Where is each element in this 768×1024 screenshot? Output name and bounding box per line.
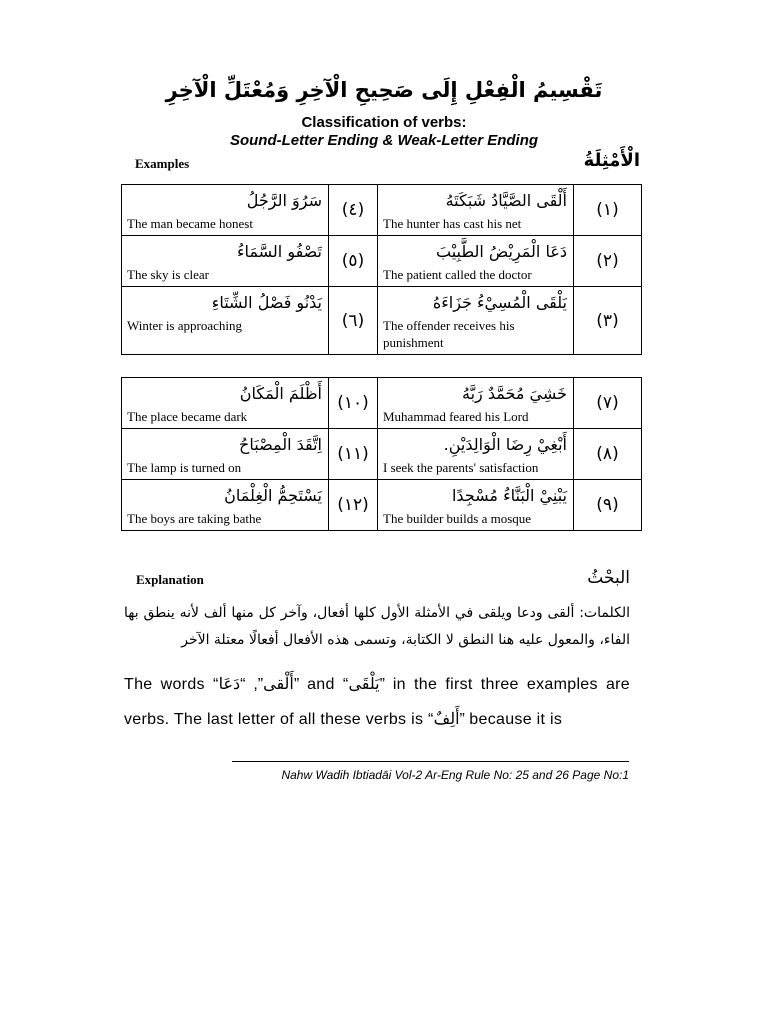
- page-title-arabic: تَقْسِيمُ الْفِعْلِ إِلَى صَحِيحِ الْآخِرِ وَمُعْتَلِّ الْآخِرِ: [165, 78, 603, 102]
- example-cell: [378, 429, 574, 480]
- example-translation: The offender receives his punishment: [383, 318, 515, 350]
- example-arabic: يَسْتَحِمُّ الْغِلْمَانُ: [224, 486, 322, 505]
- example-translation: The sky is clear: [127, 267, 209, 282]
- explanation-heading: Explanation: [136, 572, 204, 587]
- example-arabic: أَلْقَى الصَّيَّادُ شَبَكَتَهُ: [445, 191, 567, 210]
- example-number: (٥): [341, 251, 365, 271]
- example-number-cell: [329, 287, 378, 355]
- example-number-cell: [329, 429, 378, 480]
- examples-heading: Examples: [135, 156, 190, 171]
- example-cell: [378, 236, 574, 287]
- example-number-cell: [329, 378, 378, 429]
- example-number-cell: [329, 480, 378, 531]
- example-number-cell: [574, 429, 642, 480]
- example-translation: Muhammad feared his Lord: [383, 409, 529, 424]
- example-number: (١٠): [337, 393, 369, 413]
- table-row: [122, 287, 642, 355]
- example-number: (١١): [337, 444, 369, 464]
- example-arabic: يَلْقَى الْمُسِيْءُ جَزَاءَهُ: [432, 293, 567, 312]
- example-number: (٢): [596, 251, 619, 271]
- example-arabic: أَبْغِيْ رِضَا الْوَالِدَيْنِ.: [443, 435, 567, 454]
- example-translation: The lamp is turned on: [127, 460, 242, 475]
- table-row: [122, 378, 642, 429]
- example-cell: [122, 287, 329, 355]
- example-cell: [122, 480, 329, 531]
- example-cell: [122, 185, 329, 236]
- example-arabic: أَظْلَمَ الْمَكَانُ: [239, 384, 322, 403]
- examples-table-2: [121, 377, 642, 531]
- example-arabic: خَشِيَ مُحَمَّدٌ رَبَّهُ: [462, 384, 567, 403]
- example-arabic: تَصْفُو السَّمَاءُ: [236, 242, 322, 261]
- example-cell: [378, 185, 574, 236]
- page-footer: Nahw Wadih Ibtiadāi Vol-2 Ar-Eng Rule No: 25 and 26 Page No:1: [281, 768, 629, 782]
- example-cell: [378, 480, 574, 531]
- example-cell: [122, 236, 329, 287]
- example-translation: The boys are taking bathe: [127, 511, 262, 526]
- table-row: [122, 185, 642, 236]
- table-row: [122, 429, 642, 480]
- example-translation: Winter is approaching: [127, 318, 242, 333]
- explanation-heading-arabic: البحْثُ: [587, 568, 630, 588]
- footer-divider: [232, 761, 629, 762]
- table-row: [122, 236, 642, 287]
- example-arabic: سَرُوَ الرَّجُلُ: [246, 191, 322, 210]
- example-number: (١): [596, 200, 619, 220]
- explanation-paragraph-arabic: الكلمات: ألقى ودعا ويلقى في الأمثلة الأول كلها أفعال، وآخر كل منها ألف لأنه ينطق بها الفاء، والمعول عليه هنا النطق لا الكتابة، وتسمى هذه الأفعال أفعالًا معتلة الآخر: [124, 605, 630, 648]
- explanation-paragraph-english: The words “أَلْقى”, “دَعَا” and “يَلْقَى” in the first three examples are verbs. The last letter of all these verbs is “أَلِفٌ” because it is: [124, 676, 630, 728]
- example-translation: The hunter has cast his net: [383, 216, 522, 231]
- example-number: (١٢): [337, 495, 369, 515]
- example-translation: I seek the parents' satisfaction: [383, 460, 539, 475]
- examples-table-1: [121, 184, 642, 355]
- page-title-english-line2: Sound-Letter Ending & Weak-Letter Ending: [229, 132, 539, 149]
- example-number-cell: [329, 185, 378, 236]
- page-title-english-line1: Classification of verbs:: [301, 114, 467, 131]
- example-cell: [122, 378, 329, 429]
- table-row: [122, 480, 642, 531]
- example-number-cell: [574, 236, 642, 287]
- example-number: (٩): [596, 495, 619, 515]
- example-number-cell: [574, 378, 642, 429]
- example-arabic: اِتَّقَدَ الْمِصْبَاحُ: [239, 435, 322, 454]
- examples-heading-arabic: الْأَمْثِلَةُ: [583, 150, 640, 171]
- example-number-cell: [574, 480, 642, 531]
- example-arabic: يَبْنِيْ الْبَنَّاءُ مُسْجِدًا: [451, 486, 567, 505]
- example-number: (٤): [341, 200, 365, 220]
- example-number: (٦): [341, 310, 365, 331]
- example-number-cell: [574, 287, 642, 355]
- example-arabic: يَدْنُو فَصْلُ الشِّتَاءِ: [211, 293, 322, 312]
- example-translation: The patient called the doctor: [383, 267, 532, 282]
- example-arabic: دَعَا الْمَرِيْضُ الطَّبِيْبَ: [436, 242, 567, 261]
- example-number-cell: [329, 236, 378, 287]
- example-translation: The man became honest: [127, 216, 253, 231]
- example-number-cell: [574, 185, 642, 236]
- example-translation: The builder builds a mosque: [383, 511, 532, 526]
- example-number: (٨): [596, 444, 619, 464]
- example-cell: [122, 429, 329, 480]
- example-number: (٧): [596, 393, 619, 413]
- example-cell: [378, 378, 574, 429]
- example-cell: [378, 287, 574, 355]
- example-translation: The place became dark: [127, 409, 248, 424]
- example-number: (٣): [596, 310, 619, 331]
